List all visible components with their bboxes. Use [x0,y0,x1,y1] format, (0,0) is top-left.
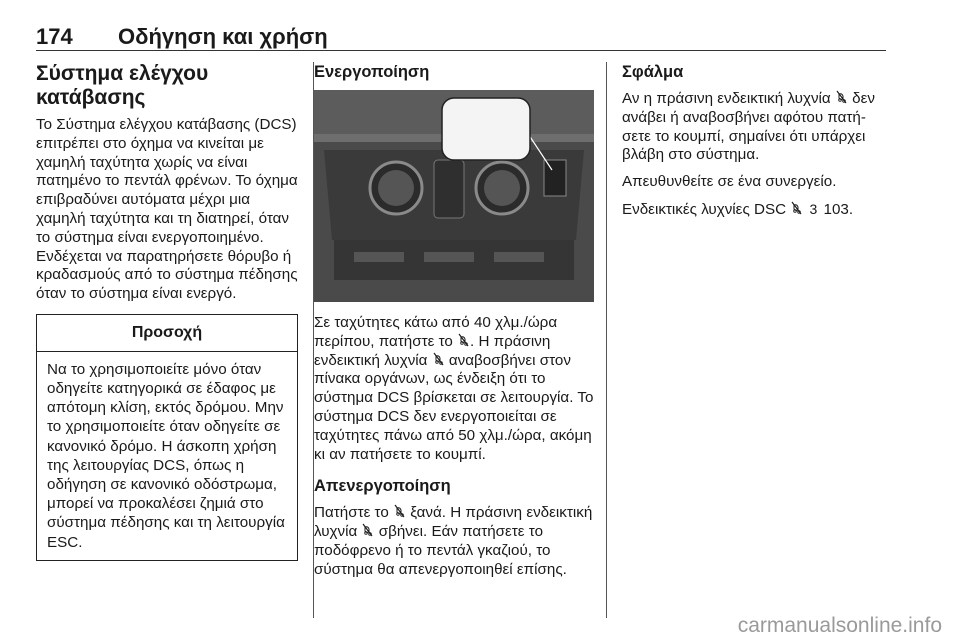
hill-descent-icon [393,504,406,519]
activation-heading: Ενεργοποίηση [314,63,430,81]
hill-descent-icon [432,352,445,367]
section-heading-dcs: Σύστημα ελέγχου κατάβασης [36,62,209,109]
reference-paragraph: Ενδεικτικές λυχνίες DSC 3 103. [622,200,854,218]
workshop-paragraph: Απευθυνθείτε σε ένα συνεργείο. [622,173,837,191]
hill-descent-icon [361,523,374,538]
page-number: 174 [36,24,73,49]
page-title: Οδήγηση και χρήση [118,24,328,49]
fault-paragraph: Αν η πράσινη ενδεικτική λυχνία δεν ανάβει ή αναβοσβήνει αφότου πατήσετε το κουμπί, σημαίνει ότι υπάρχει βλάβη στο σύστημα. [622,90,875,164]
hill-descent-icon [790,201,803,216]
watermark: carmanualsonline.info [737,614,942,637]
deactivation-paragraph: Πατήστε το ξανά. Η πράσινη ενδεικτική λυχνία σβήνει. Εάν πατήσετε το ποδόφρενο ή το πεντάλ γκαζιού, το σύστημα θα απενεργοποιηθεί επίσης. [314,504,593,578]
column-left [36,62,298,561]
intro-paragraph: Το Σύστημα ελέγχου κατάβασης (DCS) επιτρέπει στο όχημα να κινείται με χαμηλή ταχύτητα χωρίς να είναι πατημένο το πεντάλ φρένων. Το όχημα επιβραδύνει αυτόματα μέχρι μια χαμηλή ταχύτητα και τη διατηρεί, όταν το σύστημα είναι ενεργοποιημένο. Ενδέχεται να παρατηρήσετε θόρυβο ή κραδασμούς από το σύστημα πέδησης όταν το σύστημα είναι ενεργό. [36,116,298,303]
column-divider-2 [606,62,607,618]
caution-text: Να το χρησιμοποιείτε μόνο όταν οδηγείτε κατηγορικά σε έδαφος με απότομη κλίση, εκτός δρόμου. Μην το χρησιμοποιείτε όταν οδηγείτε σε κανονικό δρόμο. Η άσκοπη χρήση της λειτουργίας DCS, όπως η οδήγηση σε κανονικό οδόστρωμα, μπορεί να προκαλέσει ζημιά στο σύστημα πέδησης και τη λειτουργία ESC. [47,360,285,551]
page-header [36,24,886,52]
header-divider [36,50,886,51]
fault-heading: Σφάλμα [622,63,684,81]
column-middle [314,62,594,588]
page-reference-icon[interactable]: 3 [809,200,818,217]
hill-descent-icon [457,333,470,348]
activation-paragraph: Σε ταχύτητες κάτω από 40 χλμ./ώρα περίπου, πατήστε το . Η πράσινη ενδεικτική λυχνία αναβοσβήνει στον πίνακα οργάνων, ως ένδειξη ότι το σύστημα DCS βρίσκεται σε λειτουργία. Το σύστημα DCS δεν ενεργοποιείται σε ταχύτητες πάνω από 50 χλμ./ώρα, ακόμη κι αν πατήσετε το κουμπί. [314,314,594,463]
caution-box [36,314,298,561]
deactivation-heading: Απενεργοποίηση [314,477,451,496]
column-right [622,62,888,228]
hill-descent-icon [835,90,848,105]
dashboard-figure [314,90,594,302]
caution-title: Προσοχή [37,315,297,352]
